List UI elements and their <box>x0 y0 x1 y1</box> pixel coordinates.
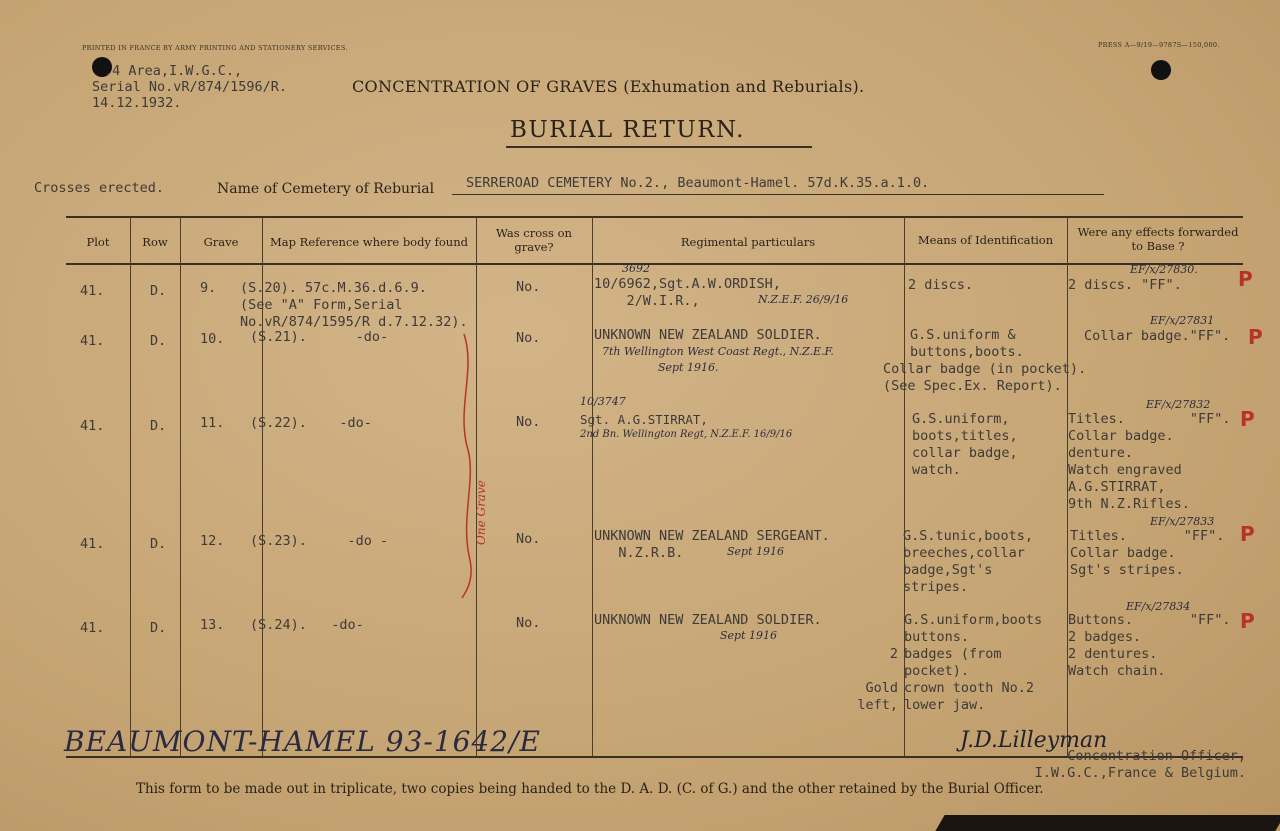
col-divider <box>130 217 131 757</box>
cell-effects-ref: EF/x/27831 <box>1150 314 1215 327</box>
officer-title: Concentration Officer, I.W.G.C.,France & Belgium. <box>1034 748 1246 781</box>
cell-plot: 41. <box>80 620 105 636</box>
cell-reg-hand: N.Z.E.F. 26/9/16 <box>758 293 849 306</box>
cell-regimental: UNKNOWN NEW ZEALAND SERGEANT. N.Z.R.B. <box>594 528 830 561</box>
cell-grave: 10. <box>200 331 225 347</box>
cell-cross: No. <box>516 414 541 430</box>
signature: J.D.Lilleyman <box>960 728 1108 753</box>
cell-cross: No. <box>516 330 541 346</box>
crosses-note: Crosses erected. <box>34 180 165 196</box>
cell-effects: Buttons. "FF". 2 badges. 2 dentures. Watch chain. <box>1068 612 1231 679</box>
printer-note: PRINTED IN FRANCE BY ARMY PRINTING AND STATIONERY SERVICES. <box>82 44 348 52</box>
cell-map-ref: (S.24). -do- <box>250 617 364 633</box>
cell-map-ref: (S.22). -do- <box>250 415 372 431</box>
cell-identification: G.S.tunic,boots, breeches,collar badge,Sgt's stripes. <box>903 528 1034 595</box>
cell-effects-ref: EF/x/27833 <box>1150 515 1215 528</box>
cell-cross: No. <box>516 279 541 295</box>
header-area-line: .4 Area,I.W.G.C., <box>104 63 243 79</box>
cell-reg-hand-top: 3692 <box>622 262 650 275</box>
col-header-identification: Means of Identification <box>917 233 1054 247</box>
margin-note: One Grave <box>474 480 488 545</box>
cell-row: D. <box>150 283 167 299</box>
press-note: PRESS A—9/19—9787S—150,000. <box>1098 41 1220 49</box>
return-title-underline <box>506 146 812 148</box>
col-header-regimental: Regimental particulars <box>680 235 816 249</box>
footer-instruction: This form to be made out in triplicate, two copies being handed to the D. A. D. (C. of G.) and the other retained by the Burial Officer. <box>136 781 1044 797</box>
cell-row: D. <box>150 536 167 552</box>
footer-hand: BEAUMONT-HAMEL 93-1642/E <box>64 725 541 758</box>
cell-plot: 41. <box>80 418 105 434</box>
red-bracket-mark <box>452 330 492 600</box>
punch-hole-right <box>1151 60 1171 80</box>
return-title: BURIAL RETURN. <box>510 117 745 143</box>
cell-row: D. <box>150 620 167 636</box>
cell-grave: 12. <box>200 533 225 549</box>
cell-regimental: 10/6962,Sgt.A.W.ORDISH, 2/W.I.R., <box>594 276 781 309</box>
cell-effects-mark: P <box>1240 407 1255 431</box>
cell-regimental: UNKNOWN NEW ZEALAND SOLDIER. <box>594 612 822 628</box>
scan-shadow <box>935 815 1280 831</box>
col-header-row: Row <box>142 235 168 249</box>
cell-effects-mark: P <box>1248 325 1263 349</box>
cell-effects-ref: EF/x/27830. <box>1130 263 1198 276</box>
cell-reg-hand: Sept 1916 <box>727 545 784 558</box>
col-header-grave: Grave <box>203 235 239 249</box>
cell-identification: 2 discs. <box>908 277 974 293</box>
cell-map-ref: (S.23). -do - <box>250 533 389 549</box>
cell-plot: 41. <box>80 536 105 552</box>
cell-map-ref: (S.20). 57c.M.36.d.6.9. (See "A" Form,Serial No.vR/874/1595/R d.7.12.32). <box>240 280 468 330</box>
cell-effects: Titles. "FF". Collar badge. denture. Watch engraved A.G.STIRRAT, 9th N.Z.Rifles. <box>1068 411 1231 512</box>
cell-grave: 11. <box>200 415 225 431</box>
cell-effects: 2 discs. "FF". <box>1068 277 1182 293</box>
cemetery-label: Name of Cemetery of Reburial <box>217 181 435 197</box>
col-divider <box>180 217 181 757</box>
cemetery-value: SERREROAD CEMETERY No.2., Beaumont-Hamel. 57d.K.35.a.1.0. <box>466 175 930 191</box>
col-header-cross: Was cross on grave? <box>496 226 572 254</box>
cell-effects-ref: EF/x/27834 <box>1126 600 1191 613</box>
cell-effects-mark: P <box>1240 522 1255 546</box>
col-header-plot: Plot <box>86 235 110 249</box>
cell-effects-mark: P <box>1240 609 1255 633</box>
cell-row: D. <box>150 418 167 434</box>
cell-identification-extra: Collar badge (in pocket). (See Spec.Ex. Report). <box>883 361 1087 394</box>
cell-regimental: UNKNOWN NEW ZEALAND SOLDIER. <box>594 327 822 343</box>
header-date-line: 14.12.1932. <box>92 95 182 111</box>
cell-effects: Titles. "FF". Collar badge. Sgt's stripes. <box>1070 528 1225 578</box>
col-header-map-ref: Map Reference where body found <box>270 235 468 249</box>
cell-plot: 41. <box>80 283 105 299</box>
cell-reg-hand: 2nd Bn. Wellington Regt, N.Z.E.F. 16/9/16 <box>580 429 793 440</box>
cemetery-underline <box>452 194 1104 195</box>
cell-regimental: Sgt. A.G.STIRRAT, <box>580 412 708 427</box>
cell-identification: G.S.uniform & buttons,boots. <box>910 327 1024 360</box>
header-serial-line: Serial No.vR/874/1596/R. <box>92 79 288 95</box>
cell-identification: G.S.uniform, boots,titles, collar badge, watch. <box>912 411 1018 478</box>
cell-reg-hand: Sept 1916 <box>720 629 777 642</box>
col-header-effects: Were any effects forwarded to Base ? <box>1077 225 1239 253</box>
cell-identification-left: 2 Gold left, <box>857 646 898 713</box>
cell-row: D. <box>150 333 167 349</box>
col-divider <box>592 217 593 757</box>
cell-cross: No. <box>516 615 541 631</box>
form-title: CONCENTRATION OF GRAVES (Exhumation and Reburials). <box>352 77 865 96</box>
cell-map-ref: (S.21). -do- <box>250 329 389 345</box>
cell-reg-hand-top: 10/3747 <box>580 395 626 408</box>
cell-reg-hand: 7th Wellington West Coast Regt., N.Z.E.F. Sept 1916. <box>602 345 834 374</box>
cell-grave: 13. <box>200 617 225 633</box>
cell-identification: G.S.uniform,boots buttons. badges (from pocket). crown tooth No.2 lower jaw. <box>904 612 1043 713</box>
cell-plot: 41. <box>80 333 105 349</box>
cell-effects-mark: P <box>1238 267 1253 291</box>
cell-effects: Collar badge."FF". <box>1084 328 1231 344</box>
cell-effects-ref: EF/x/27832 <box>1146 398 1211 411</box>
cell-cross: No. <box>516 531 541 547</box>
cell-grave: 9. <box>200 280 217 296</box>
